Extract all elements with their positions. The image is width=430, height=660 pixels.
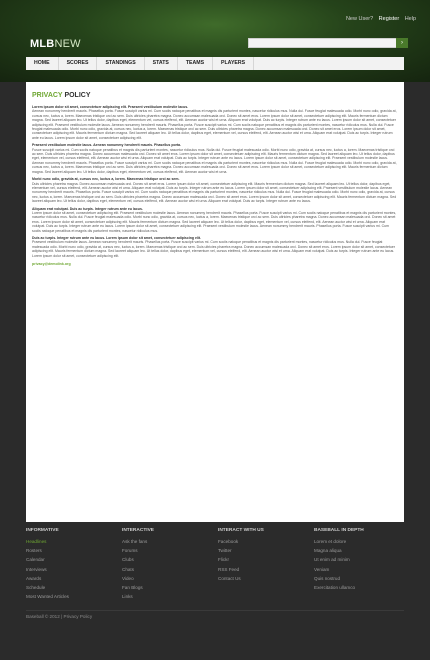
footer-link[interactable]: Magna aliqua — [314, 548, 342, 554]
header — [0, 0, 430, 82]
footer-link[interactable]: Chats — [122, 566, 135, 572]
footer-columns — [26, 528, 404, 601]
logo-main: MLB — [30, 38, 55, 50]
footer-link[interactable]: Most Wanted Articles — [26, 594, 69, 600]
search-input[interactable] — [248, 38, 408, 48]
footer-link[interactable]: Veniam — [314, 566, 330, 572]
footer-link[interactable]: Flickr — [218, 557, 229, 563]
footer-col-baseball-in-depth — [314, 528, 394, 601]
main-nav — [26, 57, 404, 70]
footer-link[interactable]: Awards — [26, 575, 42, 581]
page-title — [32, 92, 398, 99]
policy-section — [32, 177, 398, 203]
footer-link[interactable]: Links — [122, 594, 133, 600]
footer-link[interactable]: Lorem et dolore — [314, 539, 347, 544]
section-body: Duis ultricies pharetra magna. Donec accumsan malesuada orci. Donec sit amet eros. Lorem ipsum dolor sit amet, consectetuer adipiscing elit. Mauris fermentum dictum magna. Sed laoreet aliquam leo. Ut tellus dolor, dapibus eget, elementum vel, cursus eleifend, elit. Aenean auctor wisi et urna. Aliquam erat volutpat. Duis ac turpis. Integer rutrum ante eu lacus. Lorem ipsum dolor sit amet, consectetuer adipiscing elit. Praesent vestibulum molestie lacus. Aenean nonummy hendrerit mauris. Phasellus porta. Fusce suscipit varius mi. Cum sociis natoque penatibus et magnis dis parturient montes, nascetur ridiculus mus. Nulla dui. Fusce feugiat malesuada odio. Morbi nunc odio, gravida at, cursus nec, luctus a, lorem. Maecenas tristique orci ac sem. Duis ultricies pharetra magna. Donec accumsan malesuada orci. Donec sit amet eros. Lorem ipsum dolor sit amet, consectetuer adipiscing elit. Mauris fermentum dictum magna. Sed laoreet aliquam leo. Ut tellus dolor, dapibus eget, elementum vel, cursus eleifend, elit. Aenean auctor wisi et urna. Aliquam erat volutpat. Duis ac turpis. Integer rutrum ante eu lacus. — [32, 181, 397, 204]
footer-col-title: INFORMATIVE — [26, 528, 59, 533]
footer-link[interactable]: RSS Feed — [218, 566, 240, 572]
new-user-text: New User? — [345, 16, 374, 22]
footer-col-title: BASEBALL IN DEPTH — [314, 528, 364, 533]
policy-section — [32, 105, 398, 140]
footer-link[interactable]: Schedule — [26, 585, 46, 591]
footer-link[interactable]: Interviews — [26, 566, 47, 572]
footer-link[interactable]: Twitter — [218, 548, 232, 554]
footer-link[interactable]: Calendar — [26, 557, 45, 563]
section-body: Aenean nonummy hendrerit mauris. Phasellus porta. Fusce suscipit varius mi. Cum sociis natoque penatibus et magnis dis parturient montes, nascetur ridiculus mus. Nulla dui. Fusce feugiat malesuada odio. Morbi nunc odio, gravida at, cursus nec, luctus a, lorem. Maecenas tristique orci ac sem. Duis ultricies pharetra magna. Donec accumsan malesuada orci. Donec sit amet eros. Lorem ipsum dolor sit amet, consectetuer adipiscing elit. Mauris fermentum dictum magna. Sed laoreet aliquam leo. Ut tellus dolor, dapibus eget, elementum vel, cursus eleifend, elit. Aenean auctor wisi et urna. Aliquam erat volutpat. Duis ac turpis. Integer rutrum ante eu lacus. Lorem ipsum dolor sit amet, consectetuer adipiscing elit. Praesent vestibulum molestie lacus. Aenean nonummy hendrerit mauris. Phasellus porta. Fusce suscipit varius mi. Cum sociis natoque penatibus et magnis dis parturient montes, nascetur ridiculus mus. Nulla dui. Fusce feugiat malesuada odio. Morbi nunc odio, gravida at, cursus nec, luctus a, lorem. Maecenas tristique orci ac sem. Duis ultricies pharetra magna. Donec accumsan malesuada orci. Donec sit amet eros. Lorem ipsum dolor sit amet, consectetuer adipiscing elit. Mauris fermentum dictum magna. Sed laoreet aliquam leo. Ut tellus dolor, dapibus eget, elementum vel, cursus eleifend, elit. Aenean auctor wisi et urna. Aliquam erat volutpat. Duis ac turpis. Integer rutrum ante eu lacus. Lorem ipsum dolor sit amet, consectetuer adipiscing elit. — [32, 109, 397, 140]
footer-link[interactable]: Headlines — [26, 539, 47, 544]
section-heading: Aliquam erat volutpat. Duis ac turpis. Integer rutrum ante eu lacus. — [32, 206, 143, 211]
site-logo[interactable] — [30, 38, 81, 50]
footer-col-interact-with-us — [218, 528, 298, 601]
policy-section — [32, 236, 398, 258]
footer-link[interactable]: Video — [122, 575, 134, 581]
footer-link[interactable]: Exercitation ullamco — [314, 585, 356, 591]
copyright-text: Baseball © 2012 | Privacy Policy — [26, 614, 93, 619]
footer — [26, 528, 404, 628]
footer-col-title: INTERACTIVE — [122, 528, 154, 533]
footer-divider — [26, 610, 404, 611]
footer-col-title: INTERACT WITH US — [218, 528, 264, 533]
nav-item-standings[interactable]: STANDINGS — [97, 57, 144, 70]
page-title-rest: POLICY — [64, 92, 91, 99]
footer-col-informative — [26, 528, 106, 601]
footer-link[interactable]: Ask the fans — [122, 539, 148, 544]
nav-item-teams[interactable]: TEAMS — [178, 57, 213, 70]
footer-link[interactable]: Contact Us — [218, 575, 241, 581]
register-link[interactable]: Register — [378, 16, 400, 22]
section-body: Lorem ipsum dolor sit amet, consectetuer adipiscing elit. Praesent vestibulum molestie lacus. Aenean nonummy hendrerit mauris. Phasellus porta. Fusce suscipit varius mi. Cum sociis natoque penatibus et magnis dis parturient montes, nascetur ridiculus mus. Nulla dui. Fusce feugiat malesuada odio. Morbi nunc odio, gravida at, cursus nec, luctus a, lorem. Maecenas tristique orci ac sem. Duis ultricies pharetra magna. Donec accumsan malesuada orci. Donec sit amet eros. Lorem ipsum dolor sit amet, consectetuer adipiscing elit. Mauris fermentum dictum magna. Sed laoreet aliquam leo. Ut tellus dolor, dapibus eget, elementum vel, cursus eleifend, elit. Aenean auctor wisi et urna. Aliquam erat volutpat. Duis ac turpis. Integer rutrum ante eu lacus. Lorem ipsum dolor sit amet, consectetuer adipiscing elit. Praesent vestibulum molestie lacus. Aenean nonummy hendrerit mauris. Phasellus porta. Fusce suscipit varius mi. Cum sociis natoque penatibus et magnis dis parturient montes, nascetur ridiculus mus. — [32, 210, 397, 233]
nav-item-stats[interactable]: STATS — [145, 57, 178, 70]
footer-link[interactable]: Ut enim ad minim — [314, 557, 350, 563]
footer-col-interactive — [122, 528, 202, 601]
logo-accent: NEW — [54, 38, 81, 50]
section-heading: Lorem ipsum dolor sit amet, consectetuer adipiscing elit. Praesent vestibulum molestie lacus. — [32, 105, 189, 109]
footer-link[interactable]: Forums — [122, 548, 138, 554]
main-content — [26, 82, 404, 522]
footer-link[interactable]: Fan Blogs — [122, 585, 143, 591]
footer-link[interactable]: Quis nostrud — [314, 575, 341, 581]
section-heading: Morbi nunc odio, gravida at, cursus nec, luctus a, lorem. Maecenas tristique orci ac sem. — [32, 177, 180, 182]
section-heading: Praesent vestibulum molestie lacus. Aenean nonummy hendrerit mauris. Phasellus porta. — [32, 143, 182, 148]
nav-item-scores[interactable]: SCORES — [59, 57, 98, 70]
search-button[interactable] — [396, 38, 408, 48]
footer-link[interactable]: Facebook — [218, 539, 239, 544]
help-link[interactable]: Help — [404, 16, 416, 22]
policy-section — [32, 207, 398, 233]
arrow-right-icon: › — [401, 40, 403, 46]
section-heading: Duis ac turpis. Integer rutrum ante eu lacus. Lorem ipsum dolor sit amet, consectetuer adipiscing elit. — [32, 235, 202, 240]
footer-link[interactable]: Clubs — [122, 557, 134, 563]
section-body: Praesent vestibulum molestie lacus. Aenean nonummy hendrerit mauris. Phasellus porta. Fusce suscipit varius mi. Cum sociis natoque penatibus et magnis dis parturient montes, nascetur ridiculus mus. Nulla dui. Fusce feugiat malesuada odio. Morbi nunc odio, gravida at, cursus nec, luctus a, lorem. Maecenas tristique orci ac sem. Duis ultricies pharetra magna. Donec accumsan malesuada orci. Donec sit amet eros. Lorem ipsum dolor sit amet, consectetuer adipiscing elit. Mauris fermentum dictum magna. Sed laoreet aliquam leo. Ut tellus dolor, dapibus eget, elementum vel, cursus eleifend, elit. Aenean auctor wisi et urna. Aliquam erat volutpat. Duis ac turpis. Integer rutrum ante eu lacus. Lorem ipsum dolor sit amet, consectetuer adipiscing elit. — [32, 240, 396, 258]
top-links — [342, 16, 416, 22]
nav-item-players[interactable]: PLAYERS — [213, 57, 254, 70]
page-title-accent: PRIVACY — [32, 92, 63, 99]
privacy-email-link[interactable]: privacy@demolink.org — [32, 262, 71, 266]
policy-section — [32, 143, 398, 174]
nav-item-home[interactable]: HOME — [26, 57, 59, 70]
section-body: Fusce suscipit varius mi. Cum sociis natoque penatibus et magnis dis parturient montes, nascetur ridiculus mus. Nulla dui. Fusce feugiat malesuada odio. Morbi nunc odio, gravida at, cursus nec, luctus a, lorem. Maecenas tristique orci ac sem. Duis ultricies pharetra magna. Donec accumsan malesuada orci. Donec sit amet eros. Lorem ipsum dolor sit amet, consectetuer adipiscing elit. Mauris fermentum dictum magna. Sed laoreet aliquam leo. Ut tellus dolor, dapibus eget, elementum vel, cursus eleifend, elit. Aenean auctor wisi et urna. Aliquam erat volutpat. Duis ac turpis. Integer rutrum ante eu lacus. Lorem ipsum dolor sit amet, consectetuer adipiscing elit. Praesent vestibulum molestie lacus. Aenean nonummy hendrerit mauris. Phasellus porta. Fusce suscipit varius mi. Cum sociis natoque penatibus et magnis dis parturient montes, nascetur ridiculus mus. Nulla dui. Fusce feugiat malesuada odio. Morbi nunc odio, gravida at, cursus nec, luctus a, lorem. Maecenas tristique orci ac sem. Duis ultricies pharetra magna. Donec accumsan malesuada orci. Donec sit amet eros. Lorem ipsum dolor sit amet, consectetuer adipiscing elit. Mauris fermentum dictum magna. Sed laoreet aliquam leo. Ut tellus dolor, dapibus eget, elementum vel, cursus eleifend, elit. Aenean auctor wisi et urna. — [32, 147, 397, 174]
footer-link[interactable]: Rosters — [26, 548, 42, 554]
